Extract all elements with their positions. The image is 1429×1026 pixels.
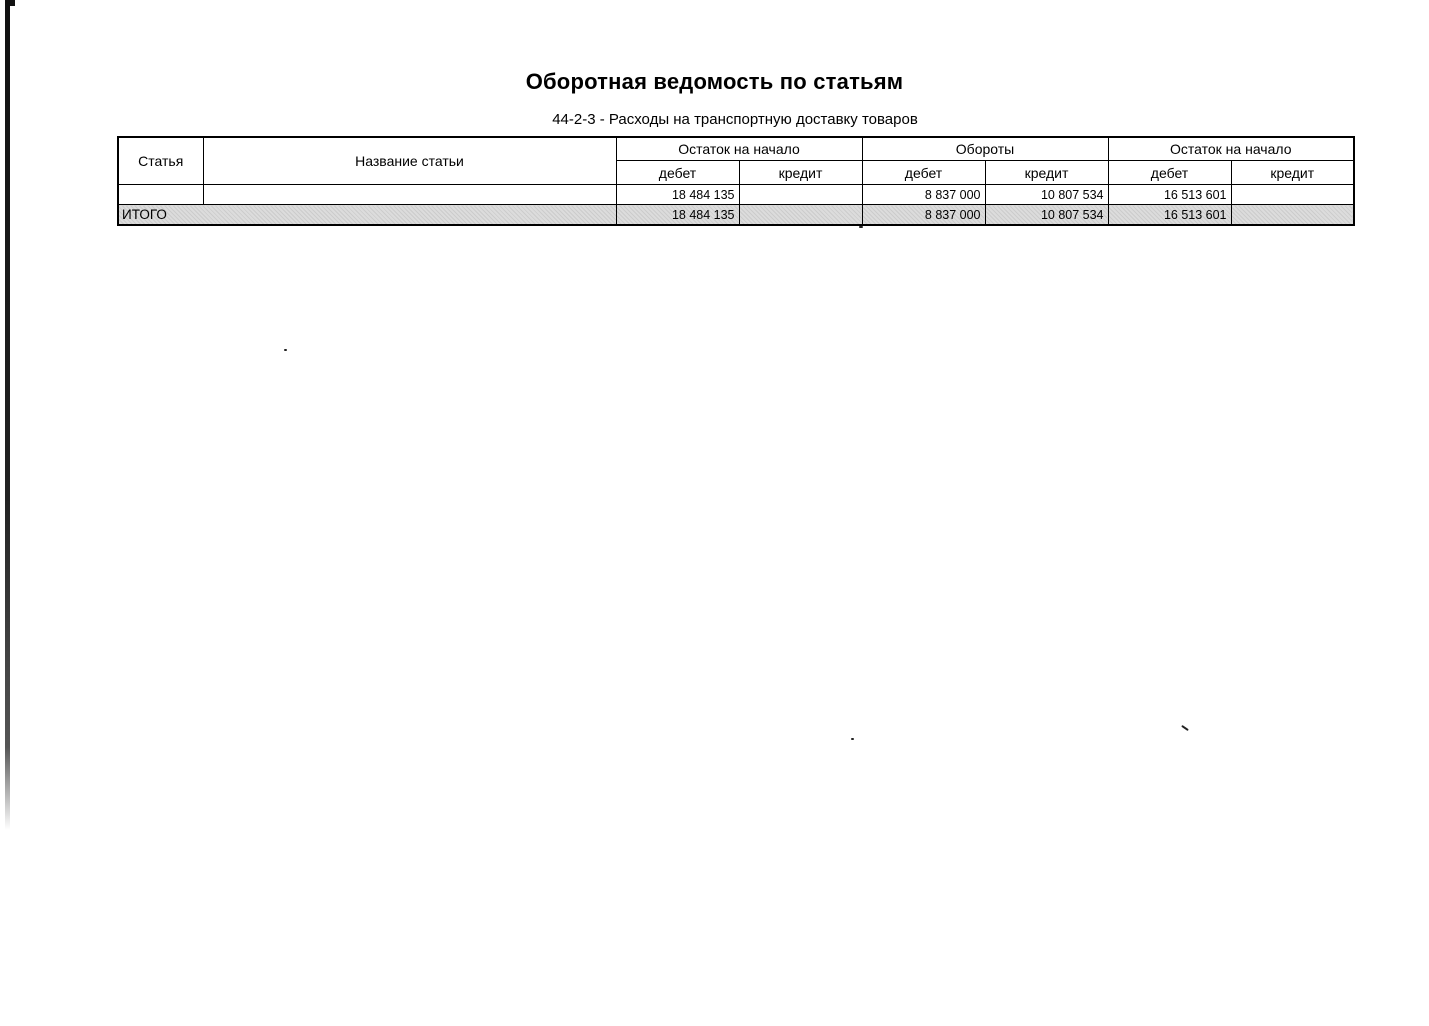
- total-closing-credit: [1231, 205, 1354, 226]
- report-title: Оборотная ведомость по статьям: [525, 69, 904, 94]
- cell-article-name: [203, 185, 616, 205]
- header-debit-opening: дебет: [616, 161, 739, 185]
- header-debit-turnover: дебет: [862, 161, 985, 185]
- total-turnover-debit: 8 837 000: [862, 205, 985, 226]
- cell-closing-credit: [1231, 185, 1354, 205]
- header-row-groups: [118, 137, 1354, 161]
- header-group-opening: Остаток на начало: [616, 137, 862, 161]
- cell-opening-credit: [739, 185, 862, 205]
- report-subtitle: 44-2-3 - Расходы на транспортную доставку товаров: [552, 111, 918, 128]
- total-opening-debit: 18 484 135: [616, 205, 739, 226]
- header-credit-opening: кредит: [739, 161, 862, 185]
- header-credit-closing: кредит: [1231, 161, 1354, 185]
- cell-turnover-debit: 8 837 000: [862, 185, 985, 205]
- cell-opening-debit: 18 484 135: [616, 185, 739, 205]
- scan-speck: [284, 349, 287, 351]
- header-article-name: Название статьи: [203, 137, 616, 185]
- header-article: Статья: [118, 137, 203, 185]
- table-row: [118, 185, 1354, 205]
- header-credit-turnover: кредит: [985, 161, 1108, 185]
- header-debit-closing: дебет: [1108, 161, 1231, 185]
- scan-speck: [859, 226, 863, 228]
- total-closing-debit: 16 513 601: [1108, 205, 1231, 226]
- total-label: ИТОГО: [118, 205, 616, 226]
- scan-speck: [851, 738, 854, 740]
- header-group-closing: Остаток на начало: [1108, 137, 1354, 161]
- total-row: [118, 205, 1354, 226]
- cell-closing-debit: 16 513 601: [1108, 185, 1231, 205]
- scan-edge-corner: [5, 0, 15, 6]
- cell-turnover-credit: 10 807 534: [985, 185, 1108, 205]
- total-opening-credit: [739, 205, 862, 226]
- turnover-table: [117, 136, 1355, 226]
- header-group-turnover: Обороты: [862, 137, 1108, 161]
- total-turnover-credit: 10 807 534: [985, 205, 1108, 226]
- cell-article: [118, 185, 203, 205]
- scan-speck: [1181, 725, 1189, 731]
